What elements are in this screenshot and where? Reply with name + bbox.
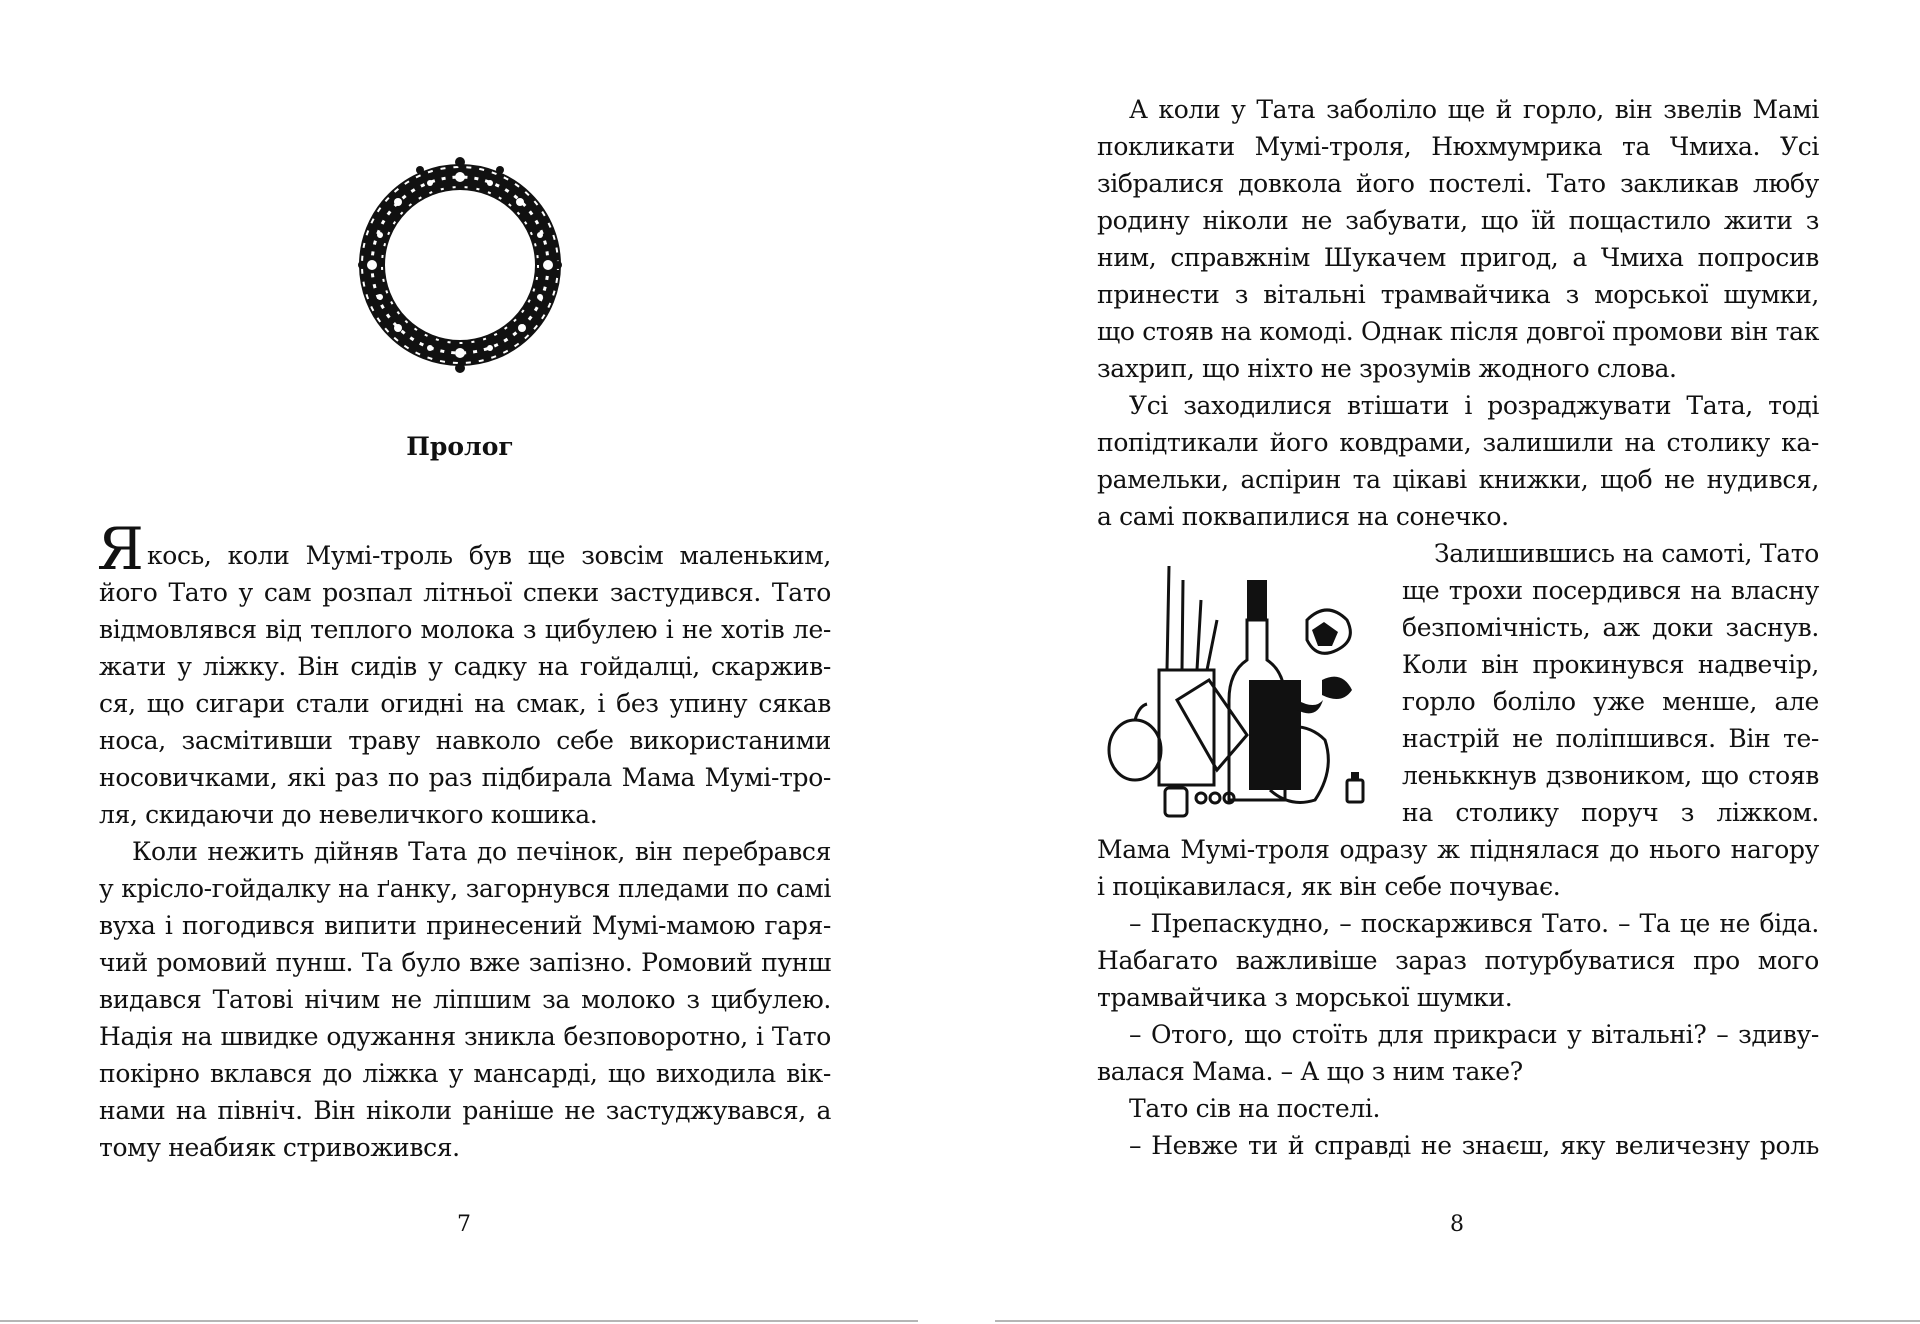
text-line: – Невже ти й справді не знаєш, яку величезну роль bbox=[1129, 1131, 1819, 1160]
text-line: А коли у Тата заболіло ще й горло, він звелів Мамі bbox=[1129, 95, 1819, 124]
page-divider bbox=[0, 1320, 918, 1322]
text-line: що стояв на комоді. Однак після довгої промови він так bbox=[1097, 317, 1819, 346]
text-line: безпомічність, аж доки заснув. bbox=[1402, 613, 1819, 642]
text-line: кось, коли Мумі-троль був ще зовсім маленьким, bbox=[147, 541, 831, 570]
text-line: нами на північ. Він ніколи раніше не застуджувався, а bbox=[99, 1096, 831, 1125]
text-line: Коли він прокинувся надвечір, bbox=[1402, 650, 1819, 679]
text-line: ним, справжнім Шукачем пригод, а Чмиха попросив bbox=[1097, 243, 1819, 272]
text-line: покликати Мумі-троля, Нюхмумрика та Чмиха. Усі bbox=[1097, 132, 1819, 161]
text-line: Надія на швидке одужання зникла безповоротно, і Тато bbox=[99, 1022, 831, 1051]
text-line: вуха і погодився випити принесений Мумі-мамою гаря- bbox=[99, 911, 831, 940]
text-line: – Препаскудно, – поскаржився Тато. – Та це не біда. bbox=[1129, 909, 1819, 938]
text-line: чий ромовий пунш. Та було вже запізно. Ромовий пунш bbox=[99, 948, 831, 977]
text-line: видався Татові нічим не ліпшим за молоко з цибулею. bbox=[99, 985, 831, 1014]
text-line: зібралися довкола його постелі. Тато закликав любу bbox=[1097, 169, 1819, 198]
text-line: родину ніколи не забувати, що їй пощастило жити з bbox=[1097, 206, 1819, 235]
text-line: Усі заходилися втішати і розраджувати Тата, тоді bbox=[1129, 391, 1819, 420]
text-line: Мама Мумі-троля одразу ж піднялася до нього нагору bbox=[1097, 835, 1819, 864]
text-line: трамвайчика з морської шумки. bbox=[1097, 983, 1513, 1012]
text-line: валася Мама. – А що з ним таке? bbox=[1097, 1057, 1523, 1086]
text-line: на столику поруч з ліжком. bbox=[1402, 798, 1819, 827]
text-line: тому неабияк стривожився. bbox=[99, 1133, 460, 1162]
text-line: носовичками, які раз по раз підбирала Мама Мумі-тро- bbox=[99, 763, 831, 792]
text-line: настрій не поліпшився. Він те- bbox=[1402, 724, 1819, 753]
text-line: захрип, що ніхто не зрозумів жодного слова. bbox=[1097, 354, 1677, 383]
text-line: ся, що сигари стали огидні на смак, і без упину сякав bbox=[99, 689, 831, 718]
page-number: 8 bbox=[1450, 1212, 1464, 1237]
text-line: горло боліло уже менше, але bbox=[1402, 687, 1819, 716]
page-divider bbox=[995, 1320, 1920, 1322]
chapter-title: Пролог bbox=[406, 432, 514, 461]
text-line: принести з вітальні трамвайчика з морської шумки, bbox=[1097, 280, 1819, 309]
drop-cap: Я bbox=[97, 515, 144, 583]
text-line: відмовлявся від теплого молока з цибулею і не хотів ле- bbox=[99, 615, 831, 644]
text-line: Набагато важливіше зараз потурбуватися про мого bbox=[1097, 946, 1819, 975]
text-line: рамельки, аспірин та цікаві книжки, щоб не нудився, bbox=[1097, 465, 1819, 494]
text-line: його Тато у сам розпал літньої спеки застудився. Тато bbox=[99, 578, 831, 607]
text-line: леньккнув дзвоником, що стояв bbox=[1402, 761, 1819, 790]
text-line: – Отого, що стоїть для прикраси у вітальні? – здиву- bbox=[1129, 1020, 1819, 1049]
text-line: жати у ліжку. Він сидів у садку на гойдалці, скаржив- bbox=[99, 652, 831, 681]
wreath-ornament-icon bbox=[350, 150, 570, 380]
text-line: Коли нежить дійняв Тата до печінок, він перебрався bbox=[132, 837, 831, 866]
text-line: а самі поквапилися на сонечко. bbox=[1097, 502, 1509, 531]
text-line: покірно вклався до ліжка у мансарді, що виходила вік- bbox=[99, 1059, 831, 1088]
text-line: у крісло-гойдалку на ґанку, загорнувся пледами по самі bbox=[99, 874, 831, 903]
text-line: носа, засмітивши траву навколо себе використаними bbox=[99, 726, 831, 755]
still-life-illustration-icon bbox=[1097, 560, 1367, 820]
text-line: ля, скидаючи до невеличкого кошика. bbox=[99, 800, 598, 829]
page-number: 7 bbox=[457, 1212, 471, 1237]
text-line: і поцікавилася, як він себе почуває. bbox=[1097, 872, 1561, 901]
text-line: Тато сів на постелі. bbox=[1129, 1094, 1381, 1123]
text-line: Залишившись на самоті, Тато bbox=[1434, 539, 1819, 568]
text-line: ще трохи посердився на власну bbox=[1402, 576, 1819, 605]
text-line: попідтикали його ковдрами, залишили на столику ка- bbox=[1097, 428, 1819, 457]
